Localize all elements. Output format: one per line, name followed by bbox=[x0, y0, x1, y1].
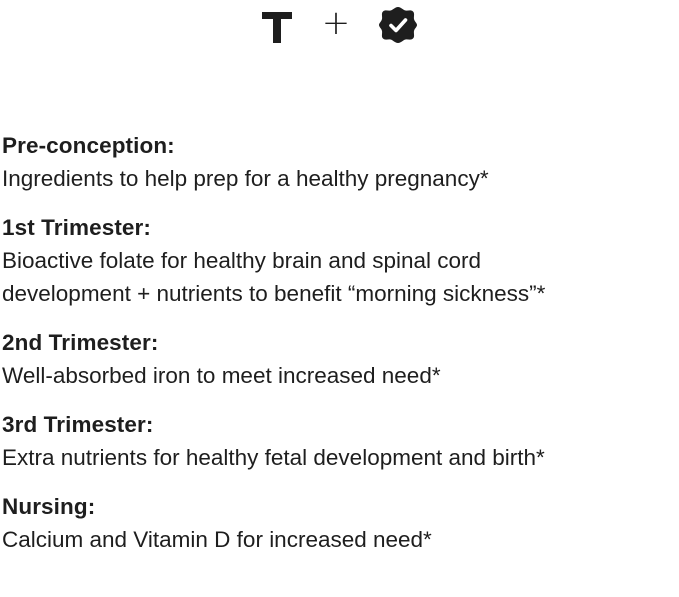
header-logos bbox=[0, 3, 679, 43]
section-title: Pre-conception: bbox=[2, 133, 175, 158]
section-pre-conception bbox=[2, 130, 678, 195]
plus-sign: + bbox=[321, 3, 351, 43]
section-title: 1st Trimester: bbox=[2, 215, 151, 240]
section-text: Calcium and Vitamin D for increased need* bbox=[2, 527, 432, 552]
section-3rd-trimester bbox=[2, 409, 678, 474]
section-nursing bbox=[2, 491, 678, 556]
section-text: Ingredients to help prep for a healthy pregnancy* bbox=[2, 166, 489, 191]
section-text: Well-absorbed iron to meet increased need* bbox=[2, 363, 441, 388]
verified-badge-icon bbox=[378, 5, 418, 45]
section-text: development + nutrients to benefit “morning sickness”* bbox=[2, 281, 546, 306]
section-title: 3rd Trimester: bbox=[2, 412, 154, 437]
section-2nd-trimester bbox=[2, 327, 678, 392]
section-title: Nursing: bbox=[2, 494, 96, 519]
section-1st-trimester bbox=[2, 212, 678, 310]
trimester-benefits-list bbox=[2, 130, 678, 573]
section-text: Extra nutrients for healthy fetal development and birth* bbox=[2, 445, 545, 470]
section-title: 2nd Trimester: bbox=[2, 330, 159, 355]
section-text: Bioactive folate for healthy brain and spinal cord bbox=[2, 248, 482, 273]
t-logo-icon bbox=[258, 6, 298, 46]
